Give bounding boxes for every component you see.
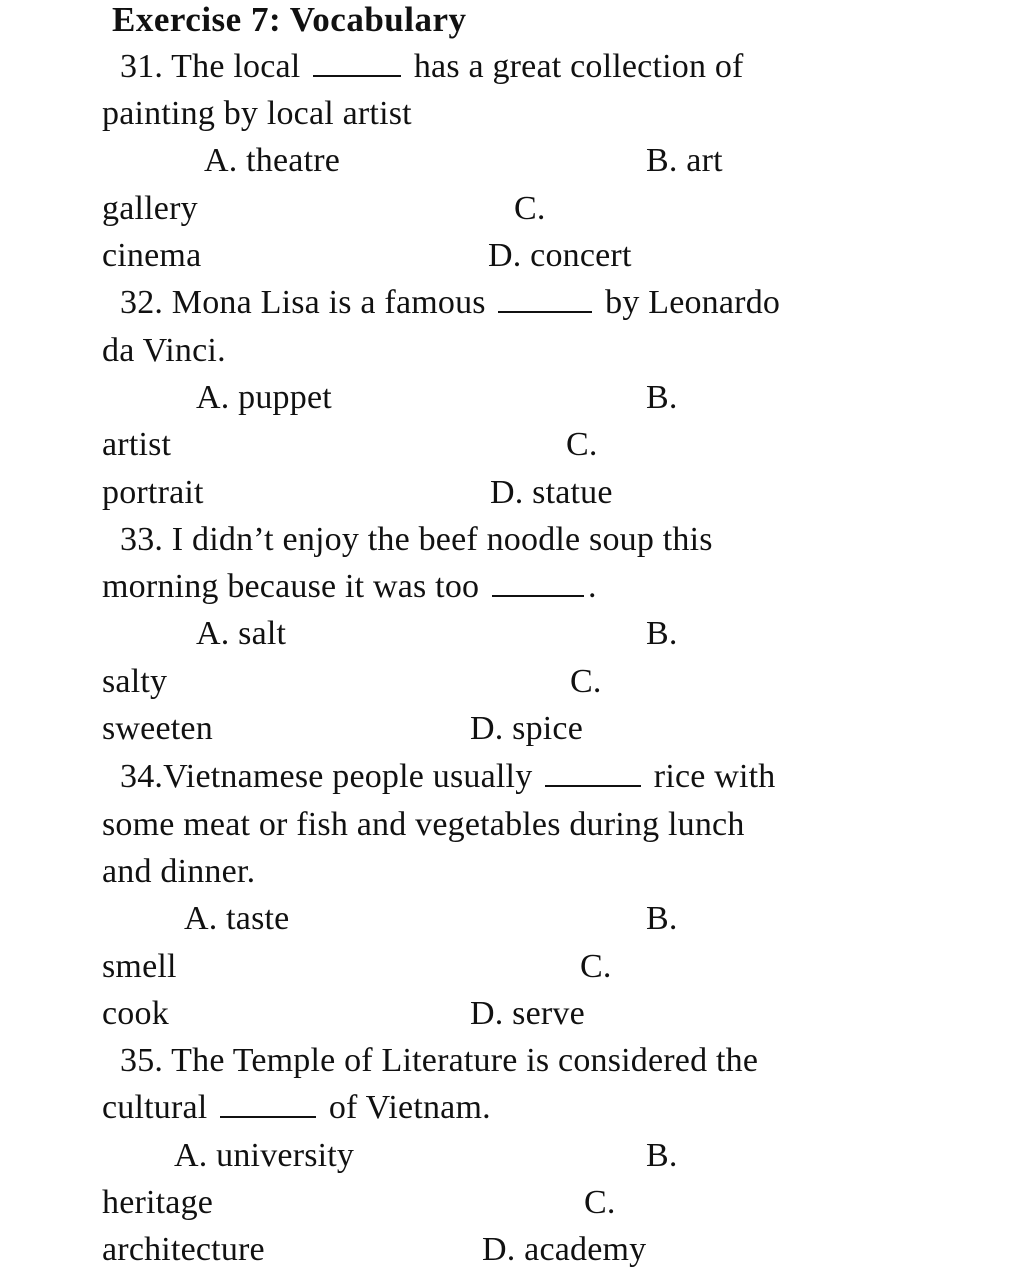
question-34-line-1 bbox=[120, 757, 776, 797]
question-31-option-d: D. concert bbox=[488, 237, 632, 274]
question-35-line-1: 35. The Temple of Literature is considered the bbox=[120, 1042, 759, 1079]
question-32-option-c-letter: C. bbox=[566, 426, 598, 463]
question-31-option-b-text: gallery bbox=[102, 190, 198, 227]
question-32-option-c-text: portrait bbox=[102, 474, 204, 511]
question-34-option-b-letter: B. bbox=[646, 900, 678, 937]
question-34-line-2: some meat or fish and vegetables during lunch bbox=[102, 806, 745, 843]
question-31-blank bbox=[313, 75, 401, 77]
question-32-line-1 bbox=[120, 283, 780, 323]
question-35-text-a: cultural bbox=[102, 1089, 208, 1126]
question-35-option-b-text: heritage bbox=[102, 1184, 214, 1221]
question-32-text-a: 32. Mona Lisa is a famous bbox=[120, 284, 486, 321]
question-33-option-c-text: sweeten bbox=[102, 710, 213, 747]
question-34-text-b: rice with bbox=[653, 758, 776, 795]
question-34-option-d: D. serve bbox=[470, 995, 585, 1032]
question-33-line-2 bbox=[102, 567, 597, 607]
question-31-option-c-text: cinema bbox=[102, 237, 202, 274]
question-34-option-b-text: smell bbox=[102, 948, 177, 985]
question-33-blank bbox=[492, 595, 584, 597]
question-32-option-d: D. statue bbox=[490, 474, 613, 511]
exercise-title: Exercise 7: Vocabulary bbox=[112, 0, 467, 39]
question-31-text-a: 31. The local bbox=[120, 48, 301, 85]
question-33-option-b-letter: B. bbox=[646, 615, 678, 652]
question-31-option-b-letter: B. art bbox=[646, 142, 723, 179]
question-35-text-b: of Vietnam. bbox=[328, 1089, 491, 1126]
question-35-option-a: A. university bbox=[174, 1137, 355, 1174]
question-32-option-b-text: artist bbox=[102, 426, 172, 463]
question-33-option-b-text: salty bbox=[102, 663, 168, 700]
question-33-line-1: 33. I didn’t enjoy the beef noodle soup this bbox=[120, 521, 713, 558]
question-32-option-a: A. puppet bbox=[196, 379, 332, 416]
question-33-text-a: morning because it was too bbox=[102, 568, 480, 605]
question-31-option-c-letter: C. bbox=[514, 190, 546, 227]
question-31-line-2: painting by local artist bbox=[102, 95, 412, 132]
question-35-option-b-letter: B. bbox=[646, 1137, 678, 1174]
question-35-blank bbox=[220, 1116, 316, 1118]
question-31-option-a: A. theatre bbox=[204, 142, 341, 179]
question-33-option-c-letter: C. bbox=[570, 663, 602, 700]
question-33-option-a: A. salt bbox=[196, 615, 287, 652]
question-34-text-a: 34.Vietnamese people usually bbox=[120, 758, 533, 795]
question-31-text-b: has a great collection of bbox=[413, 48, 744, 85]
question-33-text-b: . bbox=[587, 568, 597, 605]
question-35-line-2 bbox=[102, 1088, 491, 1128]
question-35-option-d: D. academy bbox=[482, 1231, 647, 1268]
question-32-line-2: da Vinci. bbox=[102, 332, 226, 369]
question-34-option-c-text: cook bbox=[102, 995, 169, 1032]
question-31-line-1 bbox=[120, 47, 744, 87]
question-32-blank bbox=[498, 311, 592, 313]
question-34-option-a: A. taste bbox=[184, 900, 290, 937]
question-34-blank bbox=[545, 785, 641, 787]
question-34-line-3: and dinner. bbox=[102, 853, 256, 890]
question-32-option-b-letter: B. bbox=[646, 379, 678, 416]
question-35-option-c-letter: C. bbox=[584, 1184, 616, 1221]
question-33-option-d: D. spice bbox=[470, 710, 584, 747]
question-35-option-c-text: architecture bbox=[102, 1231, 265, 1268]
question-32-text-b: by Leonardo bbox=[605, 284, 781, 321]
question-34-option-c-letter: C. bbox=[580, 948, 612, 985]
